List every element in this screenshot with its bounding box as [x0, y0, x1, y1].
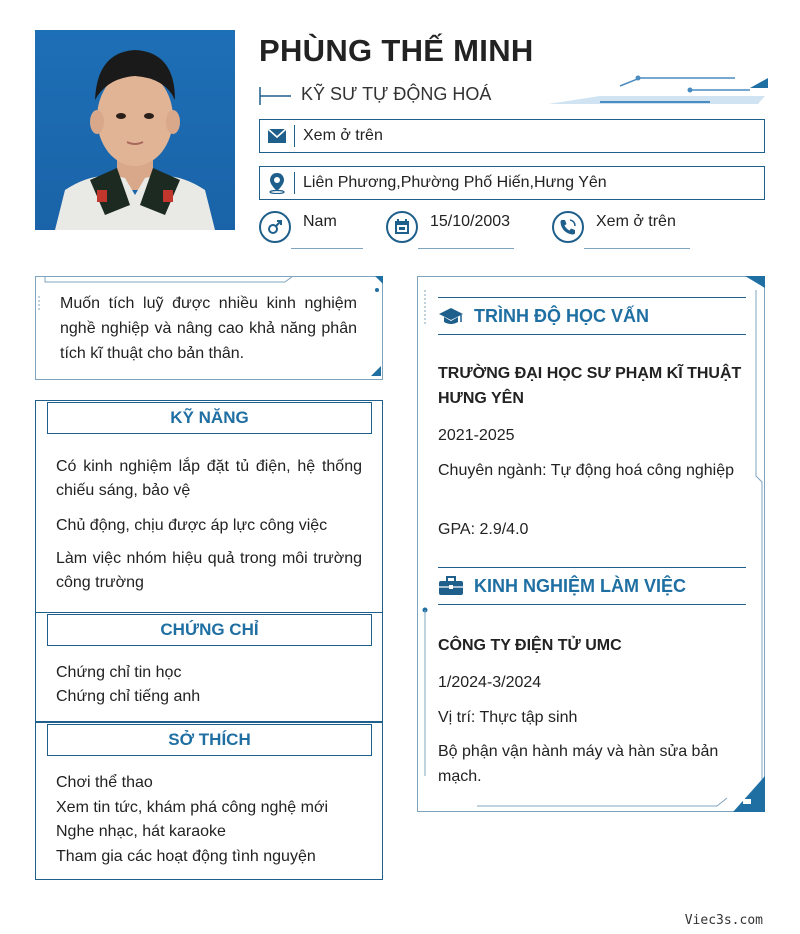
- hobbies-section: [35, 722, 383, 880]
- email-value: Xem ở trên: [303, 127, 383, 144]
- education-gpa: GPA: 2.9/4.0: [438, 521, 529, 538]
- gender-value: Nam: [303, 213, 337, 230]
- experience-position: Vị trí: Thực tập sinh: [438, 709, 578, 726]
- company-name: CÔNG TY ĐIỆN TỬ UMC: [438, 637, 622, 654]
- certificate-item: Chứng chỉ tin học: [56, 664, 182, 681]
- education-years: 2021-2025: [438, 427, 515, 444]
- mail-icon: [260, 120, 294, 152]
- address-value: Liên Phương,Phường Phố Hiến,Hưng Yên: [303, 174, 607, 191]
- experience-description: Bộ phận vận hành máy và hàn sửa bản mạch.: [438, 743, 719, 785]
- title-line-decoration: [259, 86, 299, 106]
- panel-frame-decoration: [417, 276, 765, 812]
- hobby-item: Xem tin tức, khám phá công nghệ mới: [56, 799, 328, 816]
- calendar-icon: [386, 211, 418, 243]
- birthdate-value: 15/10/2003: [430, 213, 511, 230]
- gender-icon: [259, 211, 291, 243]
- footer-watermark: Viec3s.com: [684, 913, 763, 928]
- objective-text: Muốn tích luỹ được nhiều kinh nghiệm nghề nghiệp và nâng cao khả năng phân tích kĩ thuật cho bản thân.: [60, 295, 357, 362]
- certificate-item: Chứng chỉ tiếng anh: [56, 688, 201, 705]
- phone-icon: [552, 211, 584, 243]
- job-title: KỸ SƯ TỰ ĐỘNG HOÁ: [301, 84, 492, 104]
- school-name: TRƯỜNG ĐẠI HỌC SƯ PHẠM KĨ THUẬT HƯNG YÊN: [438, 365, 742, 407]
- location-icon: [260, 167, 294, 199]
- candidate-name: PHÙNG THẾ MINH: [259, 33, 534, 68]
- skills-title: KỸ NĂNG: [47, 402, 372, 434]
- hobby-item: Tham gia các hoạt động tình nguyện: [56, 848, 316, 865]
- hobby-item: Chơi thể thao: [56, 774, 153, 791]
- address-field: [259, 166, 765, 200]
- email-field: [259, 119, 765, 153]
- gender-field: [259, 210, 369, 250]
- certificates-section: [35, 613, 383, 722]
- skill-item: Chủ động, chịu được áp lực công việc: [56, 517, 328, 534]
- skills-section: [35, 400, 383, 613]
- experience-period: 1/2024-3/2024: [438, 674, 542, 691]
- circuit-decoration: [540, 74, 770, 114]
- hobby-item: Nghe nhạc, hát karaoke: [56, 823, 226, 840]
- phone-field: [552, 210, 692, 250]
- profile-photo: [35, 30, 235, 230]
- certificates-title: CHỨNG CHỈ: [47, 614, 372, 646]
- experience-title: KINH NGHIỆM LÀM VIỆC: [474, 575, 687, 596]
- birthdate-field: [386, 210, 521, 250]
- skill-item: Làm việc nhóm hiệu quả trong môi trường công trường: [56, 550, 362, 591]
- skill-item: Có kinh nghiệm lắp đặt tủ điện, hệ thống chiếu sáng, bảo vệ: [56, 458, 362, 499]
- hobbies-title: SỞ THÍCH: [47, 724, 372, 756]
- education-major: Chuyên ngành: Tự động hoá công nghiệp: [438, 462, 734, 479]
- phone-value: Xem ở trên: [596, 213, 676, 230]
- education-title: TRÌNH ĐỘ HỌC VẤN: [474, 305, 649, 326]
